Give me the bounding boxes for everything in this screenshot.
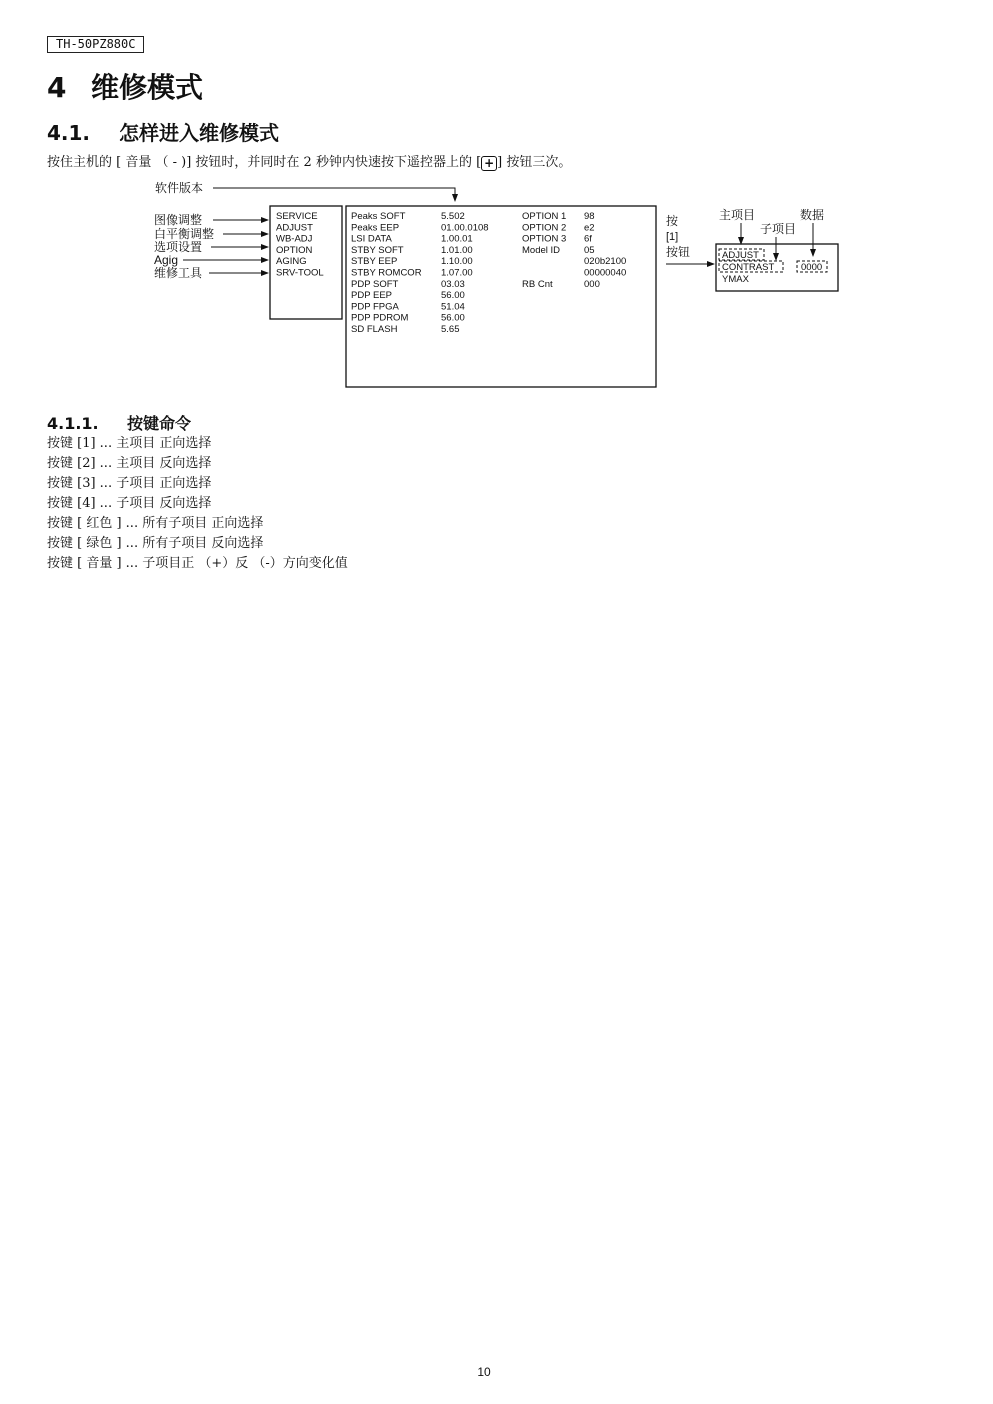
data-label: 数据 <box>800 208 825 222</box>
main-item-label: 主项目 <box>719 208 756 222</box>
intro-text-after: ] 按钮三次。 <box>497 155 572 170</box>
left-label: 图像调整 <box>154 213 203 227</box>
sub-item-label: 子项目 <box>760 222 797 236</box>
option-name: OPTION 2 <box>522 222 567 234</box>
section-title: 维修模式 <box>91 71 204 104</box>
option-value: 6f <box>584 233 592 245</box>
key-command-list <box>47 434 348 574</box>
option-name: RB Cnt <box>522 278 553 290</box>
option-value: 020b2100 <box>584 256 627 268</box>
option-name: OPTION 3 <box>522 233 567 245</box>
key-command: 按键 [3] ... 子项目 正向选择 <box>47 476 212 491</box>
info-value: 51.04 <box>441 301 465 313</box>
model-number: TH-50PZ880C <box>47 36 144 53</box>
screen-data-value: 0000 <box>801 262 823 273</box>
info-value: 1.01.00 <box>441 244 473 256</box>
key-command: 按键 [1] ... 主项目 正向选择 <box>47 436 212 451</box>
info-value: 03.03 <box>441 278 465 290</box>
press-label: 按钮 <box>666 245 691 259</box>
menu-item: ADJUST <box>276 222 313 234</box>
menu-item: SERVICE <box>276 211 318 222</box>
info-name: STBY EEP <box>351 256 398 268</box>
info-value: 56.00 <box>441 312 465 324</box>
diagram-labels <box>154 180 824 335</box>
info-value: 1.00.01 <box>441 233 473 245</box>
option-name: OPTION 1 <box>522 211 567 222</box>
option-value: 98 <box>584 211 595 222</box>
plus-button-icon: + <box>481 156 497 171</box>
left-label: 选项设置 <box>154 240 203 254</box>
press-label: 按 <box>666 214 679 228</box>
left-label: Agig <box>154 253 179 267</box>
info-value: 1.10.00 <box>441 256 473 268</box>
info-name: SD FLASH <box>351 324 398 335</box>
info-name: PDP PDROM <box>351 312 409 324</box>
info-name: STBY SOFT <box>351 244 404 256</box>
info-value: 5.65 <box>441 324 460 335</box>
info-name: STBY ROMCOR <box>351 267 422 279</box>
subsubsection-title: 按键命令 <box>127 414 192 433</box>
subsection-title: 怎样进入维修模式 <box>119 121 279 145</box>
intro-text-before: 按住主机的 [ 音量 （ - )] 按钮时，并同时在 2 秒钟内快速按下遥控器上的 [ <box>47 155 482 170</box>
subsection-number: 4.1. <box>47 121 91 145</box>
left-label: 白平衡调整 <box>154 227 215 241</box>
service-mode-diagram <box>0 0 993 400</box>
option-value: 000 <box>584 278 600 290</box>
info-value: 1.07.00 <box>441 267 473 279</box>
info-value: 56.00 <box>441 290 465 302</box>
info-name: PDP SOFT <box>351 278 399 290</box>
info-value: 5.502 <box>441 211 465 222</box>
option-value: e2 <box>584 222 595 234</box>
menu-item: WB-ADJ <box>276 233 313 245</box>
press-key-label: [1] <box>666 231 679 243</box>
option-value: 05 <box>584 244 595 256</box>
info-name: PDP FPGA <box>351 301 399 313</box>
menu-item: OPTION <box>276 244 313 256</box>
page-number: 10 <box>477 1365 491 1379</box>
menu-item: SRV-TOOL <box>276 267 324 279</box>
option-name: Model ID <box>522 244 561 256</box>
screen-sub-item: CONTRAST <box>722 262 775 273</box>
info-name: Peaks EEP <box>351 222 400 234</box>
info-value: 01.00.0108 <box>441 222 489 234</box>
option-value: 00000040 <box>584 267 627 279</box>
section-number: 4 <box>47 71 67 104</box>
info-name: PDP EEP <box>351 290 393 302</box>
info-name: Peaks SOFT <box>351 211 406 222</box>
key-command: 按键 [ 红色 ] ... 所有子项目 正向选择 <box>47 516 264 531</box>
info-name: LSI DATA <box>351 233 392 245</box>
subsubsection-number: 4.1.1. <box>47 414 99 433</box>
subsubsection-heading <box>47 411 191 434</box>
key-command: 按键 [ 绿色 ] ... 所有子项目 反向选择 <box>47 536 264 551</box>
key-command: 按键 [2] ... 主项目 反向选择 <box>47 456 212 471</box>
software-version-label: 软件版本 <box>155 181 204 195</box>
software-version-arrow <box>213 188 455 201</box>
key-command: 按键 [4] ... 子项目 反向选择 <box>47 496 212 511</box>
screen-main-item: ADJUST <box>722 250 759 261</box>
screen-third-row: YMAX <box>722 274 749 285</box>
key-command: 按键 [ 音量 ] ... 子项目正 （+）反 （-）方向变化值 <box>47 556 348 571</box>
left-label: 维修工具 <box>154 266 203 280</box>
menu-item: AGING <box>276 256 307 268</box>
